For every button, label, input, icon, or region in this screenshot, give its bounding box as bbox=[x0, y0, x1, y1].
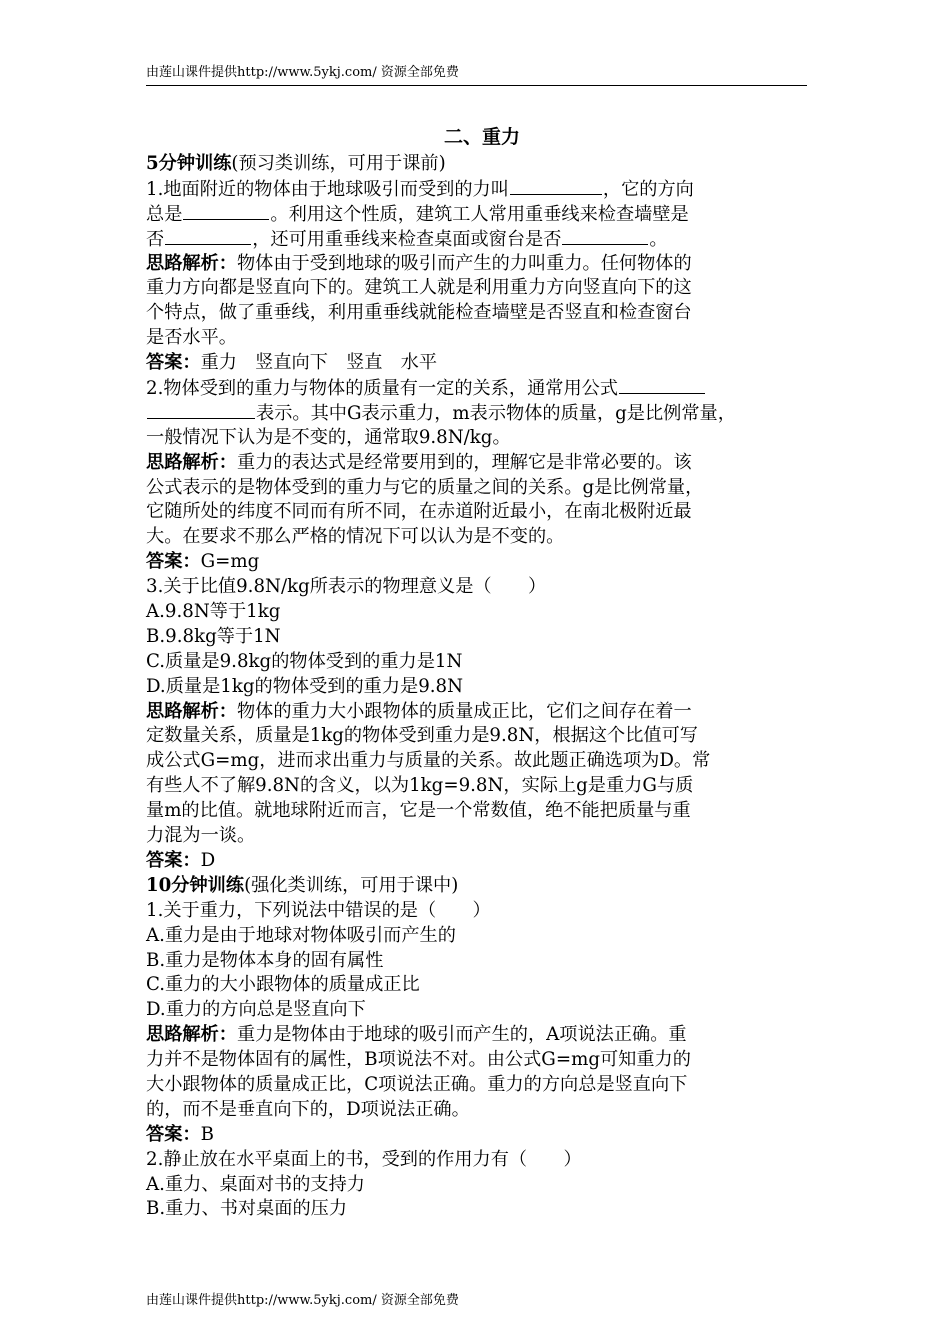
answer-blank bbox=[183, 202, 269, 220]
analysis-line: 它随所处的纬度不同而有所不同，在赤道附近最小，在南北极附近最 bbox=[146, 501, 692, 523]
option-d: D.重力的方向总是竖直向下 bbox=[146, 999, 366, 1021]
question-line: 表示。其中G表示重力，m表示物体的质量，g是比例常量， bbox=[146, 401, 818, 426]
option-c: C.质量是9.8kg的物体受到的重力是1N bbox=[146, 650, 463, 672]
answer-blank bbox=[562, 227, 648, 245]
analysis-line: 定数量关系，质量是1kg的物体受到重力是9.8N，根据这个比值可写 bbox=[146, 725, 698, 747]
analysis-line: 力混为一谈。 bbox=[146, 825, 256, 847]
analysis-line: 大小跟物体的质量成正比，C项说法正确。重力的方向总是竖直向下 bbox=[146, 1073, 688, 1095]
answer-blank bbox=[510, 177, 602, 195]
answer-line: 答案：G=mg bbox=[146, 551, 260, 573]
analysis-line: 思路解析：重力的表达式是经常要用到的，理解它是非常必要的。该 bbox=[146, 451, 692, 473]
section-heading: 10分钟训练(强化类训练，可用于课中) bbox=[146, 874, 459, 896]
question-line: 否 ，还可用重垂线来检查桌面或窗台是否 。 bbox=[146, 228, 668, 250]
question-stem: 2.静止放在水平桌面上的书，受到的作用力有（ ） bbox=[146, 1148, 582, 1170]
option-a: A.重力、桌面对书的支持力 bbox=[146, 1173, 365, 1195]
analysis-line: 成公式G=mg，进而求出重力与质量的关系。故此题正确选项为D。常 bbox=[146, 750, 711, 772]
page-header: 由莲山课件提供http://www.5ykj.com/ 资源全部免费 bbox=[146, 64, 807, 86]
question-stem: 3.关于比值9.8N/kg所表示的物理意义是（ ） bbox=[146, 576, 547, 598]
option-b: B.重力是物体本身的固有属性 bbox=[146, 949, 384, 971]
analysis-line: 思路解析：重力是物体由于地球的吸引而产生的，A项说法正确。重 bbox=[146, 1024, 687, 1046]
analysis-line: 有些人不了解9.8N的含义，以为1kg=9.8N，实际上g是重力G与质 bbox=[146, 775, 694, 797]
analysis-line: 量m的比值。就地球附近而言，它是一个常数值，绝不能把质量与重 bbox=[146, 800, 691, 822]
document-body bbox=[146, 122, 818, 1222]
page-title: 二、重力 bbox=[443, 126, 520, 148]
answer-line: 答案：重力 竖直向下 竖直 水平 bbox=[146, 352, 438, 374]
option-b: B.9.8kg等于1N bbox=[146, 625, 281, 647]
analysis-line: 重力方向都是竖直向下的。建筑工人就是利用重力方向竖直向下的这 bbox=[146, 277, 692, 299]
option-a: A.重力是由于地球对物体吸引而产生的 bbox=[146, 924, 456, 946]
page-footer: 由莲山课件提供http://www.5ykj.com/ 资源全部免费 bbox=[146, 1293, 459, 1308]
option-b: B.重力、书对桌面的压力 bbox=[146, 1198, 348, 1220]
section-heading: 5分钟训练(预习类训练，可用于课前) bbox=[146, 153, 446, 174]
analysis-line: 思路解析：物体的重力大小跟物体的质量成正比，它们之间存在着一 bbox=[146, 700, 692, 722]
analysis-line: 力并不是物体固有的属性，B项说法不对。由公式G=mg可知重力的 bbox=[146, 1049, 691, 1071]
question-stem: 1.关于重力，下列说法中错误的是（ ） bbox=[146, 899, 491, 921]
answer-blank bbox=[147, 401, 255, 419]
option-a: A.9.8N等于1kg bbox=[146, 601, 281, 623]
question-line: 1.地面附近的物体由于地球吸引而受到的力叫 ，它的方向 bbox=[146, 178, 694, 200]
analysis-line: 个特点，做了重垂线，利用重垂线就能检查墙壁是否竖直和检查窗台 bbox=[146, 302, 692, 324]
answer-line: 答案：D bbox=[146, 849, 216, 871]
option-d: D.质量是1kg的物体受到的重力是9.8N bbox=[146, 675, 464, 697]
answer-blank bbox=[165, 227, 251, 245]
option-c: C.重力的大小跟物体的质量成正比 bbox=[146, 974, 420, 996]
answer-blank bbox=[619, 376, 705, 394]
analysis-line: 是否水平。 bbox=[146, 327, 237, 349]
question-line: 一般情况下认为是不变的，通常取9.8N/kg。 bbox=[146, 426, 511, 448]
analysis-line: 的，而不是垂直向下的，D项说法正确。 bbox=[146, 1098, 470, 1120]
analysis-line: 大。在要求不那么严格的情况下可以认为是不变的。 bbox=[146, 526, 565, 548]
analysis-line: 公式表示的是物体受到的重力与它的质量之间的关系。g是比例常量， bbox=[146, 476, 704, 498]
question-line: 总是 。利用这个性质，建筑工人常用重垂线来检查墙壁是 bbox=[146, 203, 689, 225]
question-line: 2.物体受到的重力与物体的质量有一定的关系，通常用公式 bbox=[146, 376, 818, 401]
analysis-line: 思路解析：物体由于受到地球的吸引而产生的力叫重力。任何物体的 bbox=[146, 252, 692, 274]
answer-line: 答案：B bbox=[146, 1123, 214, 1145]
